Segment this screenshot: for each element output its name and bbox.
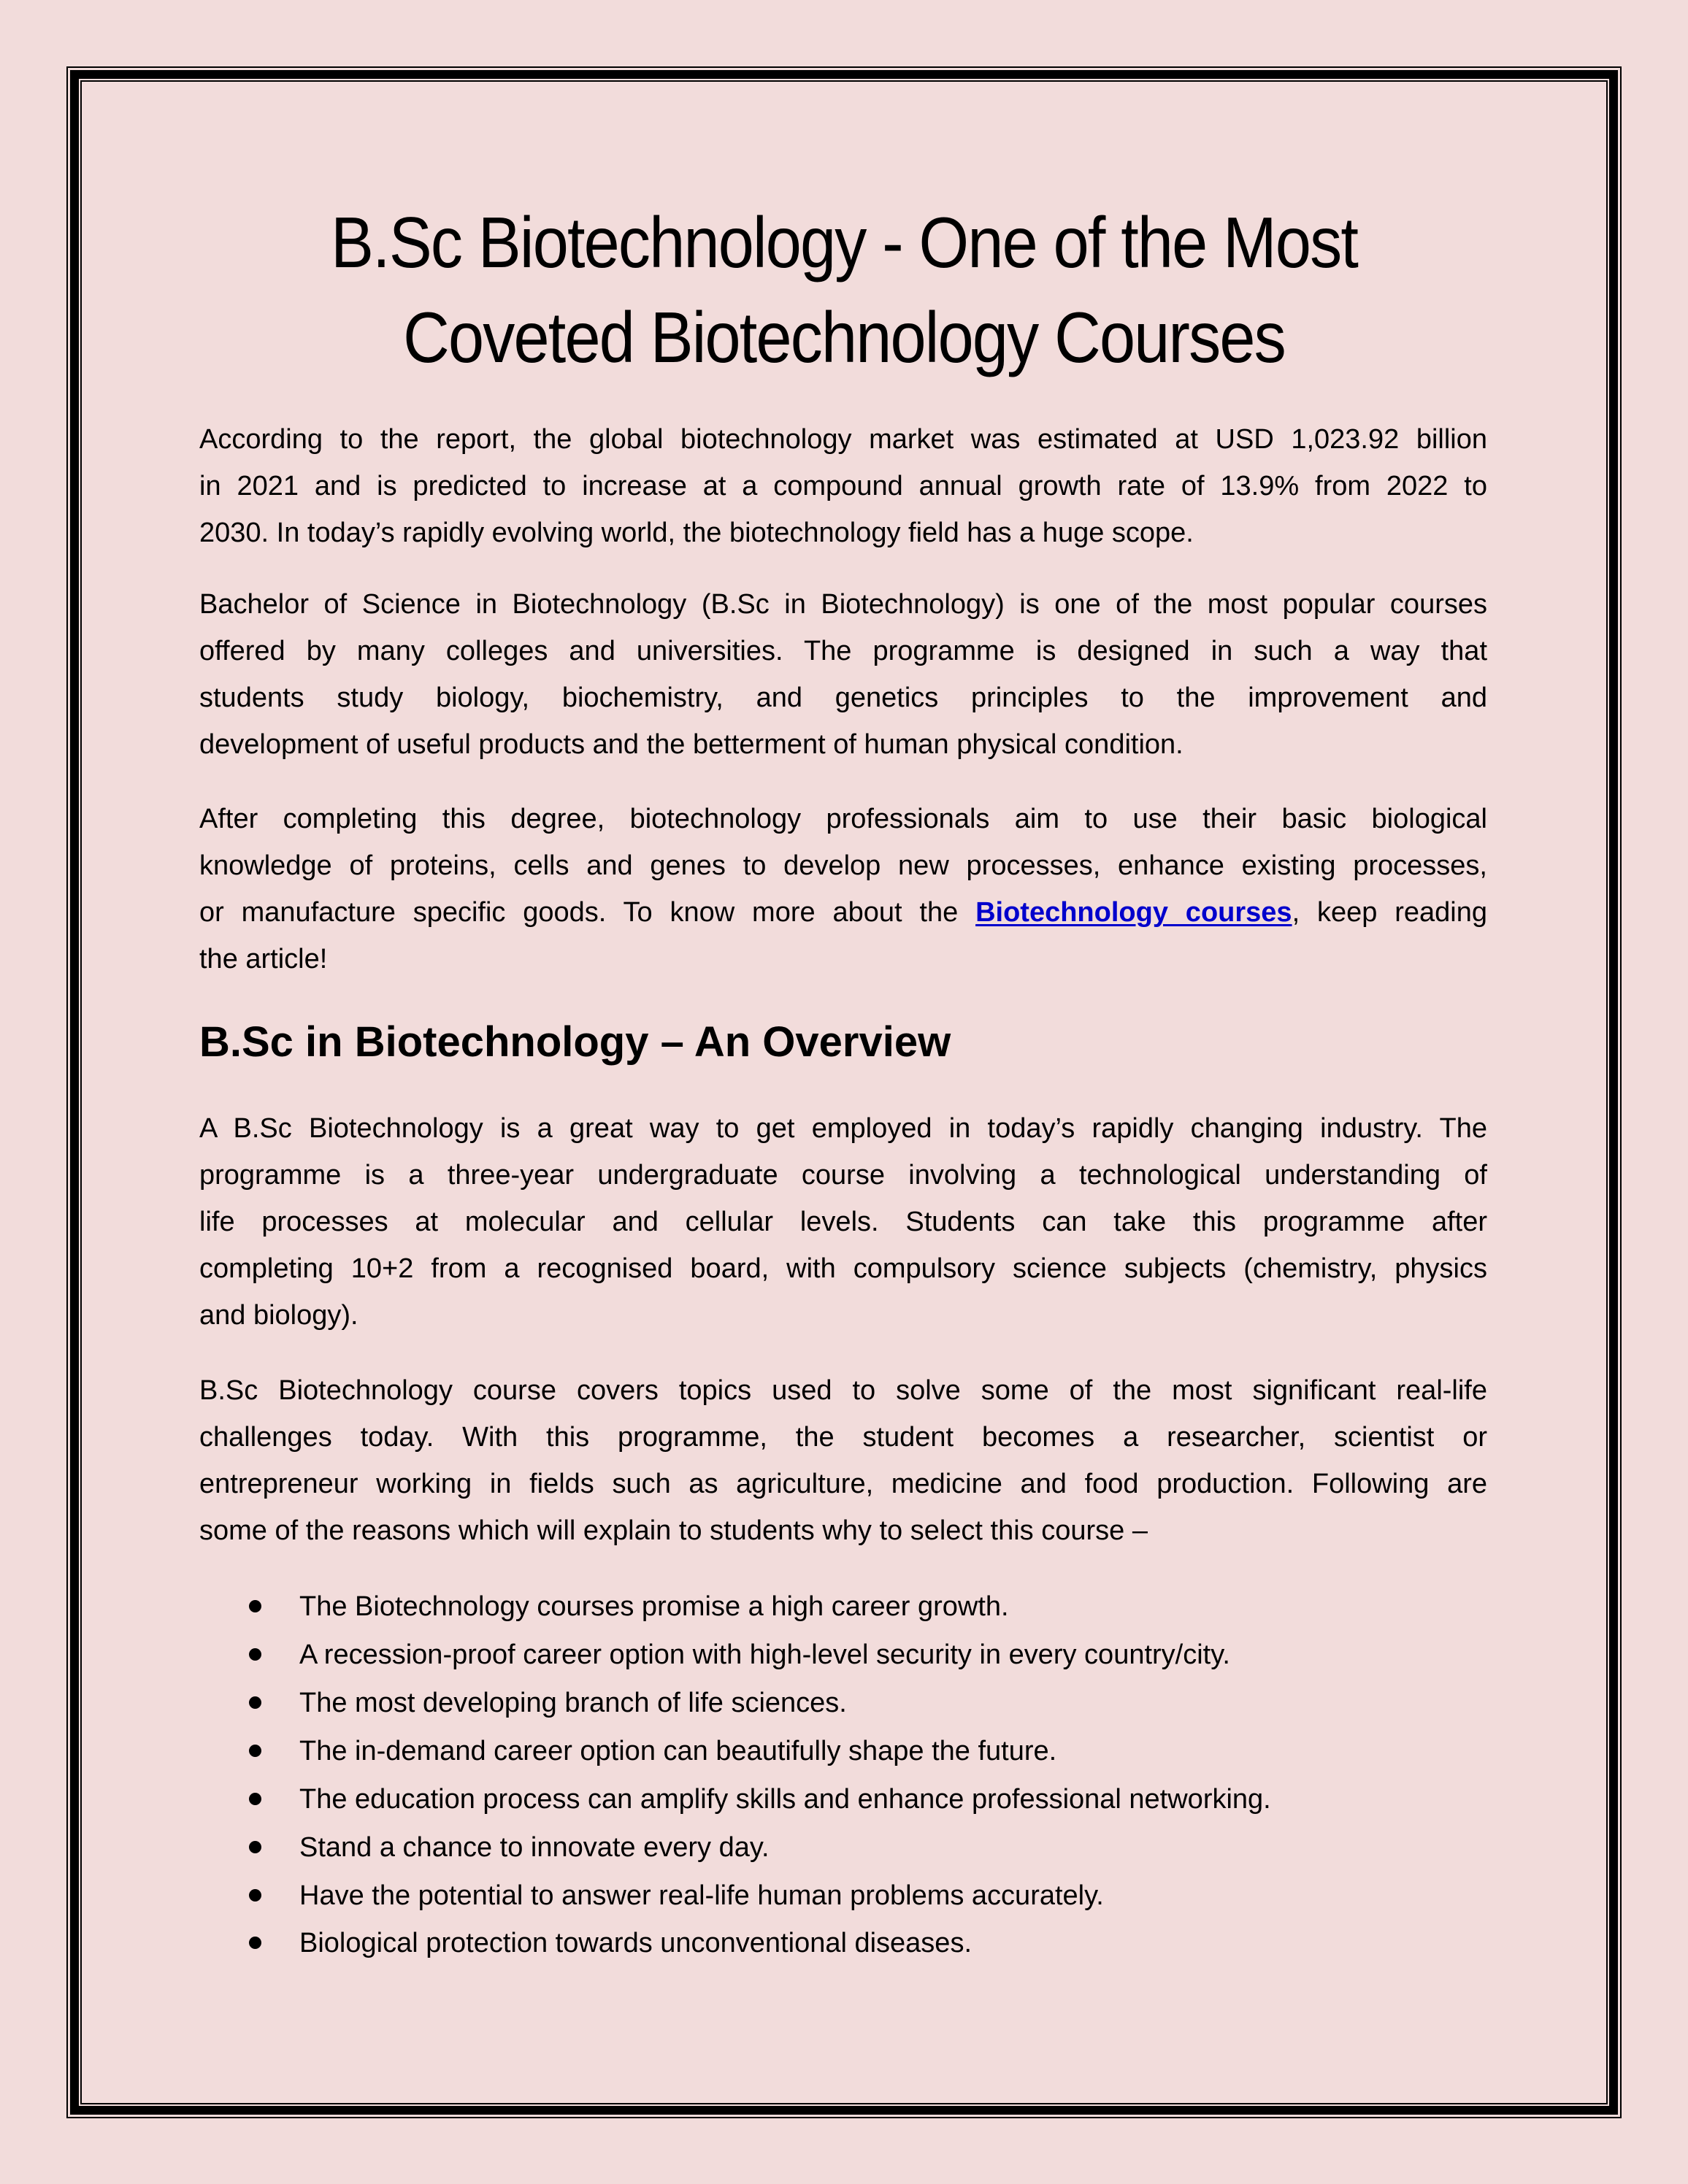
- page-title-line-2-text: Coveted Biotechnology Courses: [403, 297, 1285, 377]
- list-item-text: Stand a chance to innovate every day.: [299, 1832, 770, 1863]
- page-title-line-2: [0, 297, 1688, 377]
- paragraph-line: Bachelor of Science in Biotechnology (B.Sc in Biotechnology) is one of the most popular courses: [199, 589, 1487, 620]
- paragraph-line: completing 10+2 from a recognised board, with compulsory science subjects (chemistry, physics: [199, 1253, 1487, 1284]
- list-item-text: Biological protection towards unconventional diseases.: [299, 1928, 972, 1958]
- list-item-text: The in-demand career option can beautifully shape the future.: [299, 1736, 1057, 1766]
- page-title-line-1-text: B.Sc Biotechnology - One of the Most: [331, 202, 1357, 282]
- paragraph-line: programme is a three-year undergraduate course involving a technological understanding of: [199, 1160, 1487, 1191]
- list-item-text: The most developing branch of life sciences.: [299, 1688, 847, 1718]
- paragraph-line: offered by many colleges and universities. The programme is designed in such a way that: [199, 636, 1487, 666]
- list-item-text: The education process can amplify skills and enhance professional networking.: [299, 1784, 1271, 1815]
- paragraph-line: B.Sc Biotechnology course covers topics used to solve some of the most significant real-life: [199, 1375, 1487, 1406]
- bullet-icon: [249, 1600, 261, 1612]
- paragraph-line: life processes at molecular and cellular levels. Students can take this programme after: [199, 1207, 1487, 1237]
- paragraph-line: According to the report, the global biotechnology market was estimated at USD 1,023.92 billion: [199, 424, 1487, 455]
- bullet-icon: [249, 1937, 261, 1949]
- paragraph-line-with-link: [199, 896, 1487, 928]
- bullet-icon: [249, 1745, 261, 1757]
- bullet-icon: [249, 1793, 261, 1805]
- paragraph-line: and biology).: [199, 1300, 358, 1331]
- paragraph-text: or manufacture specific goods. To know more about the: [199, 897, 976, 928]
- list-item-text: Have the potential to answer real-life human problems accurately.: [299, 1880, 1104, 1911]
- paragraph-line: entrepreneur working in fields such as agriculture, medicine and food production. Following are: [199, 1469, 1487, 1499]
- bullet-icon: [249, 1889, 261, 1902]
- list-item-text: The Biotechnology courses promise a high career growth.: [299, 1591, 1009, 1622]
- page-title-line-1: [0, 202, 1688, 282]
- paragraph-line: knowledge of proteins, cells and genes to develop new processes, enhance existing processes,: [199, 850, 1487, 881]
- paragraph-line: in 2021 and is predicted to increase at a compound annual growth rate of 13.9% from 2022 to: [199, 471, 1487, 501]
- bullet-icon: [249, 1841, 261, 1853]
- paragraph-text: , keep reading: [1292, 897, 1487, 928]
- section-heading-overview: B.Sc in Biotechnology – An Overview: [199, 1018, 951, 1066]
- paragraph-line: some of the reasons which will explain to students why to select this course –: [199, 1515, 1148, 1546]
- list-item-text: A recession-proof career option with high-level security in every country/city.: [299, 1639, 1230, 1670]
- bullet-icon: [249, 1696, 261, 1709]
- paragraph-line: the article!: [199, 944, 328, 974]
- paragraph-line: challenges today. With this programme, the student becomes a researcher, scientist or: [199, 1422, 1487, 1453]
- paragraph-line: students study biology, biochemistry, and genetics principles to the improvement and: [199, 682, 1487, 713]
- bullet-icon: [249, 1648, 261, 1661]
- biotechnology-courses-link[interactable]: Biotechnology courses: [975, 897, 1292, 928]
- paragraph-line: 2030. In today’s rapidly evolving world, the biotechnology field has a huge scope.: [199, 518, 1194, 548]
- paragraph-line: A B.Sc Biotechnology is a great way to get employed in today’s rapidly changing industry. The: [199, 1113, 1487, 1144]
- paragraph-line: development of useful products and the betterment of human physical condition.: [199, 729, 1183, 760]
- paragraph-line: After completing this degree, biotechnology professionals aim to use their basic biological: [199, 804, 1487, 834]
